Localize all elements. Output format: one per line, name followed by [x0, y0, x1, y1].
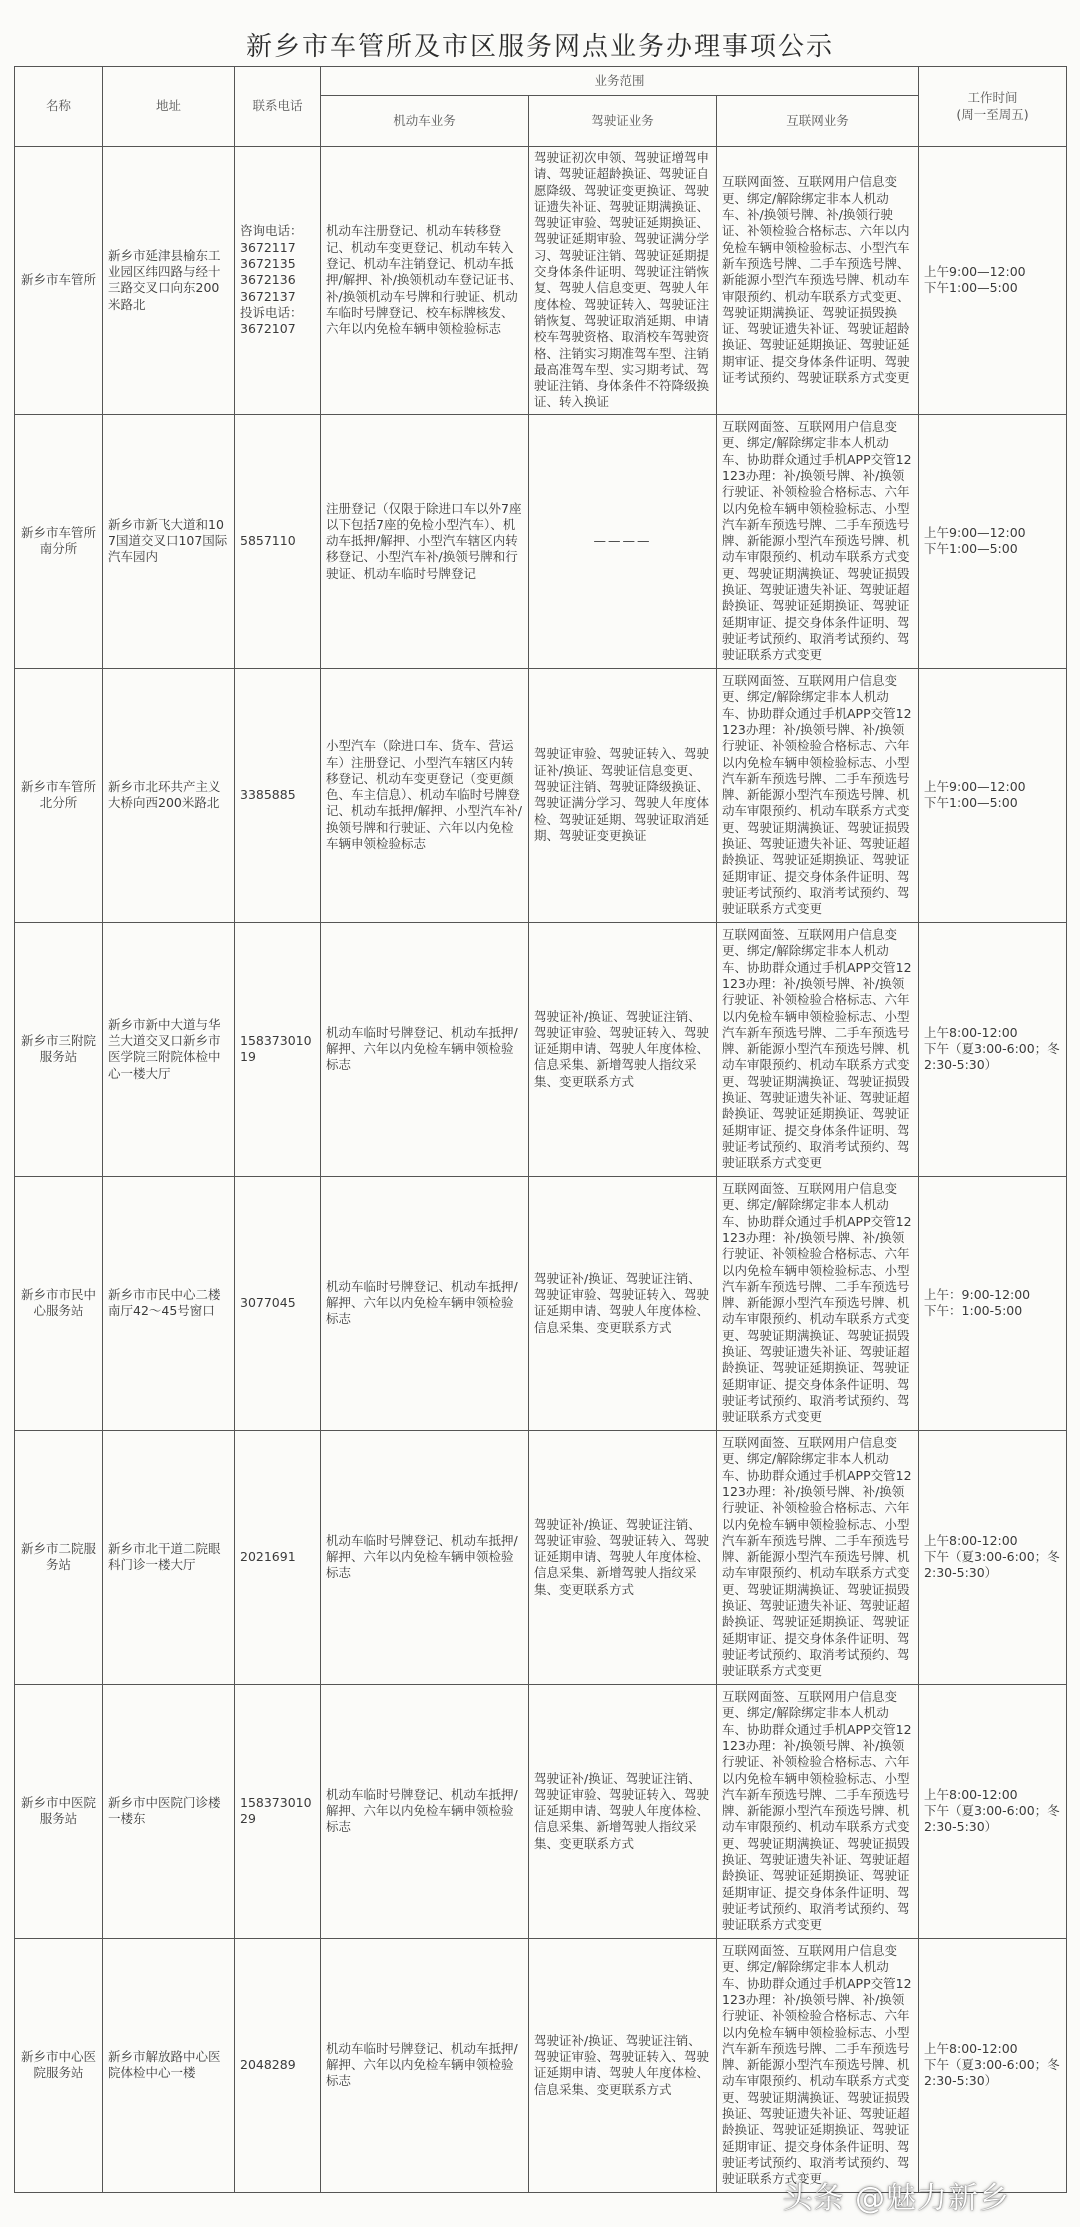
header-row-1 [15, 67, 1067, 96]
table-row [15, 147, 1067, 415]
station-address: 新乡市新飞大道和107国道交叉口107国际汽车园内 [103, 414, 235, 668]
station-name: 新乡市二院服务站 [15, 1430, 103, 1684]
license-business: 驾驶证初次申领、驾驶证增驾申请、驾驶证超龄换证、驾驶证自愿降级、驾驶证变更换证、驾驶证遗失补证、驾驶证期满换证、驾驶证审验、驾驶证延期换证、驾驶证延期审验、驾驶证满分学习、驾驶证注销、驾驶证延期提交身体条件证明、驾驶证注销恢复、驾驶人信息变更、驾驶人年度体检、驾驶证转入、驾驶证注销恢复、驾驶证取消延期、申请校车驾驶资格、取消校车驾驶资格、注销实习期准驾车型、注销最高准驾车型、实习期考试、驾驶证注销、身体条件不符降级换证、转入换证 [529, 147, 717, 415]
station-name: 新乡市市民中心服务站 [15, 1176, 103, 1430]
station-address: 新乡市新中大道与华兰大道交叉口新乡市医学院三附院体检中心一楼大厅 [103, 922, 235, 1176]
vehicle-business: 注册登记（仅限于除进口车以外7座以下包括7座的免检小型汽车）、机动车抵押/解押、小型汽车辖区内转移登记、小型汽车补/换领号牌和行驶证、机动车临时号牌登记 [321, 414, 529, 668]
station-address: 新乡市解放路中心医院体检中心一楼 [103, 1938, 235, 2192]
license-business: 驾驶证补/换证、驾驶证注销、驾驶证审验、驾驶证转入、驾驶证延期申请、驾驶人年度体检、信息采集、新增驾驶人指纹采集、变更联系方式 [529, 922, 717, 1176]
table-row [15, 1176, 1067, 1430]
service-table [14, 66, 1067, 2193]
license-business: ———— [529, 414, 717, 668]
internet-business: 互联网面签、互联网用户信息变更、绑定/解除绑定非本人机动车、补/换领号牌、补/换领行驶证、补领检验合格标志、六年以内免检车辆申领检验标志、小型汽车新车预选号牌、二手车预选号牌、新能源小型汽车预选号牌、机动车审限预约、机动车联系方式变更、驾驶证期满换证、驾驶证损毁换证、驾驶证遗失补证、驾驶证超龄换证、驾驶证延期换证、驾驶证延期审证、提交身体条件证明、驾驶证考试预约、驾驶证联系方式变更 [717, 147, 919, 415]
station-name: 新乡市三附院服务站 [15, 922, 103, 1176]
vehicle-business: 机动车临时号牌登记、机动车抵押/解押、六年以内免检车辆申领检验标志 [321, 1430, 529, 1684]
header-scope: 业务范围 [321, 67, 919, 96]
station-phone: 15837301019 [235, 922, 321, 1176]
header-hours-sub: (周一至周五) [956, 106, 1029, 122]
vehicle-business: 机动车临时号牌登记、机动车抵押/解押、六年以内免检车辆申领检验标志 [321, 1684, 529, 1938]
page-title: 新乡市车管所及市区服务网点业务办理事项公示 [245, 32, 834, 62]
watermark: 头条 @魅力新乡 [782, 2181, 1010, 2216]
table-body [15, 147, 1067, 2193]
internet-business: 互联网面签、互联网用户信息变更、绑定/解除绑定非本人机动车、协助群众通过手机APP交管12123办理：补/换领号牌、补/换领行驶证、补领检验合格标志、六年以内免检车辆申领检验标志、小型汽车新车预选号牌、二手车预选号牌、新能源小型汽车预选号牌、机动车审限预约、机动车联系方式变更、驾驶证期满换证、驾驶证损毁换证、驾驶证遗失补证、驾驶证超龄换证、驾驶证延期换证、驾驶证延期审证、提交身体条件证明、驾驶证考试预约、取消考试预约、驾驶证联系方式变更 [717, 922, 919, 1176]
station-name: 新乡市车管所北分所 [15, 668, 103, 922]
working-hours: 上午：9:00-12:00 下午：1:00-5:00 [919, 1176, 1067, 1430]
table-row [15, 668, 1067, 922]
vehicle-business: 机动车临时号牌登记、机动车抵押/解押、六年以内免检车辆申领检验标志 [321, 1938, 529, 2192]
header-phone: 联系电话 [235, 67, 321, 147]
station-name: 新乡市车管所 [15, 147, 103, 415]
license-business: 驾驶证补/换证、驾驶证注销、驾驶证审验、驾驶证转入、驾驶证延期申请、驾驶人年度体检、信息采集、新增驾驶人指纹采集、变更联系方式 [529, 1684, 717, 1938]
vehicle-business: 机动车临时号牌登记、机动车抵押/解押、六年以内免检车辆申领检验标志 [321, 1176, 529, 1430]
header-license: 驾驶证业务 [529, 96, 717, 147]
station-phone: 咨询电话： 3672117 3672135 3672136 3672137 投诉电话： 3672107 [235, 147, 321, 415]
vehicle-business: 机动车注册登记、机动车转移登记、机动车变更登记、机动车转入登记、机动车注销登记、机动车抵押/解押、补/换领机动车登记证书、补/换领机动车号牌和行驶证、机动车临时号牌登记、校车标牌核发、六年以内免检车辆申领检验标志 [321, 147, 529, 415]
station-phone: 3077045 [235, 1176, 321, 1430]
internet-business: 互联网面签、互联网用户信息变更、绑定/解除绑定非本人机动车、协助群众通过手机APP交管12123办理：补/换领号牌、补/换领行驶证、补领检验合格标志、六年以内免检车辆申领检验标志、小型汽车新车预选号牌、二手车预选号牌、新能源小型汽车预选号牌、机动车审限预约、机动车联系方式变更、驾驶证期满换证、驾驶证损毁换证、驾驶证遗失补证、驾驶证超龄换证、驾驶证延期换证、驾驶证延期审证、提交身体条件证明、驾驶证考试预约、取消考试预约、驾驶证联系方式变更 [717, 414, 919, 668]
table-row [15, 1430, 1067, 1684]
license-business: 驾驶证补/换证、驾驶证注销、驾驶证审验、驾驶证转入、驾驶证延期申请、驾驶人年度体检、信息采集、变更联系方式 [529, 1938, 717, 2192]
working-hours: 上午8:00-12:00 下午（夏3:00-6:00；冬2:30-5:30） [919, 922, 1067, 1176]
internet-business: 互联网面签、互联网用户信息变更、绑定/解除绑定非本人机动车、协助群众通过手机APP交管12123办理：补/换领号牌、补/换领行驶证、补领检验合格标志、六年以内免检车辆申领检验标志、小型汽车新车预选号牌、二手车预选号牌、新能源小型汽车预选号牌、机动车审限预约、机动车联系方式变更、驾驶证期满换证、驾驶证损毁换证、驾驶证遗失补证、驾驶证超龄换证、驾驶证延期换证、驾驶证延期审证、提交身体条件证明、驾驶证考试预约、取消考试预约、驾驶证联系方式变更 [717, 668, 919, 922]
vehicle-business: 机动车临时号牌登记、机动车抵押/解押、六年以内免检车辆申领检验标志 [321, 922, 529, 1176]
station-phone: 5857110 [235, 414, 321, 668]
station-address: 新乡市延津县榆东工业园区纬四路与经十三路交叉口向东200米路北 [103, 147, 235, 415]
working-hours: 上午8:00-12:00 下午（夏3:00-6:00；冬2:30-5:30） [919, 1938, 1067, 2192]
working-hours: 上午9:00—12:00 下午1:00—5:00 [919, 414, 1067, 668]
station-address: 新乡市北环共产主义大桥向西200米路北 [103, 668, 235, 922]
internet-business: 互联网面签、互联网用户信息变更、绑定/解除绑定非本人机动车、协助群众通过手机APP交管12123办理：补/换领号牌、补/换领行驶证、补领检验合格标志、六年以内免检车辆申领检验标志、小型汽车新车预选号牌、二手车预选号牌、新能源小型汽车预选号牌、机动车审限预约、机动车联系方式变更、驾驶证期满换证、驾驶证损毁换证、驾驶证遗失补证、驾驶证超龄换证、驾驶证延期换证、驾驶证延期审证、提交身体条件证明、驾驶证考试预约、取消考试预约、驾驶证联系方式变更 [717, 1430, 919, 1684]
station-address: 新乡市市民中心二楼南厅42～45号窗口 [103, 1176, 235, 1430]
station-phone: 2021691 [235, 1430, 321, 1684]
station-name: 新乡市中心医院服务站 [15, 1938, 103, 2192]
working-hours: 上午9:00—12:00 下午1:00—5:00 [919, 668, 1067, 922]
license-business: 驾驶证补/换证、驾驶证注销、驾驶证审验、驾驶证转入、驾驶证延期申请、驾驶人年度体检、信息采集、变更联系方式 [529, 1176, 717, 1430]
table-row [15, 1684, 1067, 1938]
license-business: 驾驶证审验、驾驶证转入、驾驶证补/换证、驾驶证信息变更、驾驶证注销、驾驶证降级换证、驾驶证满分学习、驾驶人年度体检、驾驶证延期、驾驶证取消延期、驾驶证变更换证 [529, 668, 717, 922]
station-phone: 15837301029 [235, 1684, 321, 1938]
header-vehicle: 机动车业务 [321, 96, 529, 147]
table-row [15, 1938, 1067, 2192]
station-name: 新乡市车管所南分所 [15, 414, 103, 668]
station-address: 新乡市北干道二院眼科门诊一楼大厅 [103, 1430, 235, 1684]
header-address: 地址 [103, 67, 235, 147]
station-address: 新乡市中医院门诊楼一楼东 [103, 1684, 235, 1938]
station-phone: 2048289 [235, 1938, 321, 2192]
table-row [15, 922, 1067, 1176]
internet-business: 互联网面签、互联网用户信息变更、绑定/解除绑定非本人机动车、协助群众通过手机APP交管12123办理：补/换领号牌、补/换领行驶证、补领检验合格标志、六年以内免检车辆申领检验标志、小型汽车新车预选号牌、二手车预选号牌、新能源小型汽车预选号牌、机动车审限预约、机动车联系方式变更、驾驶证期满换证、驾驶证损毁换证、驾驶证遗失补证、驾驶证超龄换证、驾驶证延期换证、驾驶证延期审证、提交身体条件证明、驾驶证考试预约、取消考试预约、驾驶证联系方式变更 [717, 1176, 919, 1430]
working-hours: 上午8:00-12:00 下午（夏3:00-6:00；冬2:30-5:30） [919, 1684, 1067, 1938]
vehicle-business: 小型汽车（除进口车、货车、营运车）注册登记、小型汽车辖区内转移登记、机动车变更登记（变更颜色、车主信息）、机动车临时号牌登记、机动车抵押/解押、小型汽车补/换领号牌和行驶证、六年以内免检车辆申领检验标志 [321, 668, 529, 922]
working-hours: 上午8:00-12:00 下午（夏3:00-6:00；冬2:30-5:30） [919, 1430, 1067, 1684]
license-business: 驾驶证补/换证、驾驶证注销、驾驶证审验、驾驶证转入、驾驶证延期申请、驾驶人年度体检、信息采集、新增驾驶人指纹采集、变更联系方式 [529, 1430, 717, 1684]
station-phone: 3385885 [235, 668, 321, 922]
header-hours [919, 67, 1067, 147]
working-hours: 上午9:00—12:00 下午1:00—5:00 [919, 147, 1067, 415]
header-hours-title: 工作时间 [967, 90, 1018, 106]
header-name: 名称 [15, 67, 103, 147]
header-internet: 互联网业务 [717, 96, 919, 147]
table-row [15, 414, 1067, 668]
internet-business: 互联网面签、互联网用户信息变更、绑定/解除绑定非本人机动车、协助群众通过手机APP交管12123办理：补/换领号牌、补/换领行驶证、补领检验合格标志、六年以内免检车辆申领检验标志、小型汽车新车预选号牌、二手车预选号牌、新能源小型汽车预选号牌、机动车审限预约、机动车联系方式变更、驾驶证期满换证、驾驶证损毁换证、驾驶证遗失补证、驾驶证超龄换证、驾驶证延期换证、驾驶证延期审证、提交身体条件证明、驾驶证考试预约、取消考试预约、驾驶证联系方式变更 [717, 1938, 919, 2192]
internet-business: 互联网面签、互联网用户信息变更、绑定/解除绑定非本人机动车、协助群众通过手机APP交管12123办理：补/换领号牌、补/换领行驶证、补领检验合格标志、六年以内免检车辆申领检验标志、小型汽车新车预选号牌、二手车预选号牌、新能源小型汽车预选号牌、机动车审限预约、机动车联系方式变更、驾驶证期满换证、驾驶证损毁换证、驾驶证遗失补证、驾驶证超龄换证、驾驶证延期换证、驾驶证延期审证、提交身体条件证明、驾驶证考试预约、取消考试预约、驾驶证联系方式变更 [717, 1684, 919, 1938]
station-name: 新乡市中医院服务站 [15, 1684, 103, 1938]
